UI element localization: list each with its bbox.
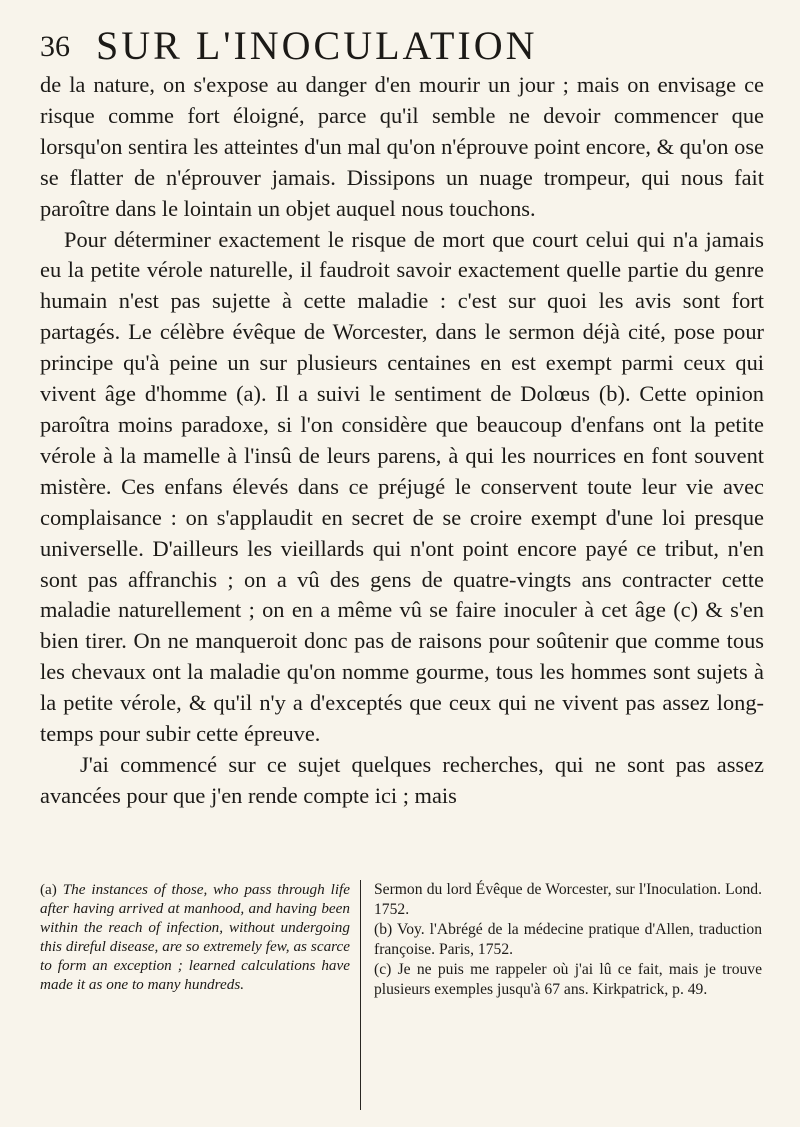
paragraph-2: Pour déterminer exactement le risque de mort que court celui qui n'a jamais eu la petite vérole naturelle, il faudroit savoir exactement quelle partie du genre humain n'est pas sujette à cette maladie : c'est sur quoi les avis sont fort partagés. Le célèbre évêque de Worcester, dans le sermon déjà cité, pose pour principe qu'à peine un sur plusieurs centaines en est exempt parmi ceux qui vivent âge d'homme (a). Il a suivi le sentiment de Dolœus (b). Cette opinion paroîtra moins paradoxe, si l'on considère que beaucoup d'enfans ont la petite vérole à la mamelle à l'insû de leurs parens, à qui les nourrices en font souvent mistère. Ces enfans élevés dans ce préjugé le conservent toute leur vie avec complaisance : on s'applaudit en secret de se croire exempt d'une loi presque universelle. D'ailleurs les vieillards qui n'ont point encore payé ce tribut, n'en sont pas affranchis ; on a vû des gens de quatre-vingts ans contracter cette maladie naturellement ; on en a même vû se faire inoculer à cet âge (c) & s'en bien tirer. On ne manqueroit donc pas de raisons pour soûtenir que comme tous les chevaux ont la maladie qu'on nomme gourme, tous les hommes sont sujets à la petite vérole, & qu'il n'y a d'exceptés que ceux qui ne vivent pas assez long-temps pour subir cette épreuve. <box>40 226 764 747</box>
footnote-c-label: (c) <box>374 961 392 979</box>
footnote-a-body: The instances of those, who pass through life after having arrived at manhood, and having been within the reach of infection, without undergoing this direful disease, are so extremely few, as scarce to form an exception ; learned calculations have made it as one to many hundreds. <box>40 881 351 993</box>
page-number: 36 <box>40 30 70 63</box>
footnote-b-text: Voy. l'Abrégé de la médecine pratique d'Allen, traduction françoise. Paris, 1752. <box>374 921 762 958</box>
running-title: SUR L'INOCULATION <box>96 23 538 68</box>
footnote-a-label: (a) <box>40 881 57 898</box>
footnotes-right-column <box>374 880 762 1001</box>
main-text <box>40 70 764 812</box>
footnotes <box>40 880 764 1110</box>
footnote-c-text: Je ne puis me rappeler où j'ai lû ce fait, mais je trouve plusieurs exemples jusqu'à 67 ans. Kirkpatrick, p. 49. <box>374 961 763 998</box>
page-header <box>40 22 760 66</box>
footnote-a-english <box>40 880 350 994</box>
paragraph-1: de la nature, on s'expose au danger d'en mourir un jour ; mais on envisage ce risque comme fort éloigné, parce qu'il semble ne devoir commencer que lorsqu'on sentira les atteintes d'un mal qu'on n'éprouve point encore, & qu'on ose se flatter de n'éprouver jamais. Dissipons un nuage trompeur, qui nous fait paroître dans le lointain un objet auquel nous touchons. <box>40 72 764 221</box>
footnote-a-reference: Sermon du lord Évêque de Worcester, sur l'Inoculation. Lond. 1752. <box>374 881 762 918</box>
footnote-b-label: (b) <box>374 921 393 939</box>
paragraph-3: J'ai commencé sur ce sujet quelques recherches, qui ne sont pas assez avancées pour que j'en rende compte ici ; mais <box>40 751 764 808</box>
footnote-a-text <box>40 880 350 994</box>
footnote-b <box>374 920 762 959</box>
footnote-divider <box>360 880 361 1110</box>
footnote-c <box>374 960 762 999</box>
